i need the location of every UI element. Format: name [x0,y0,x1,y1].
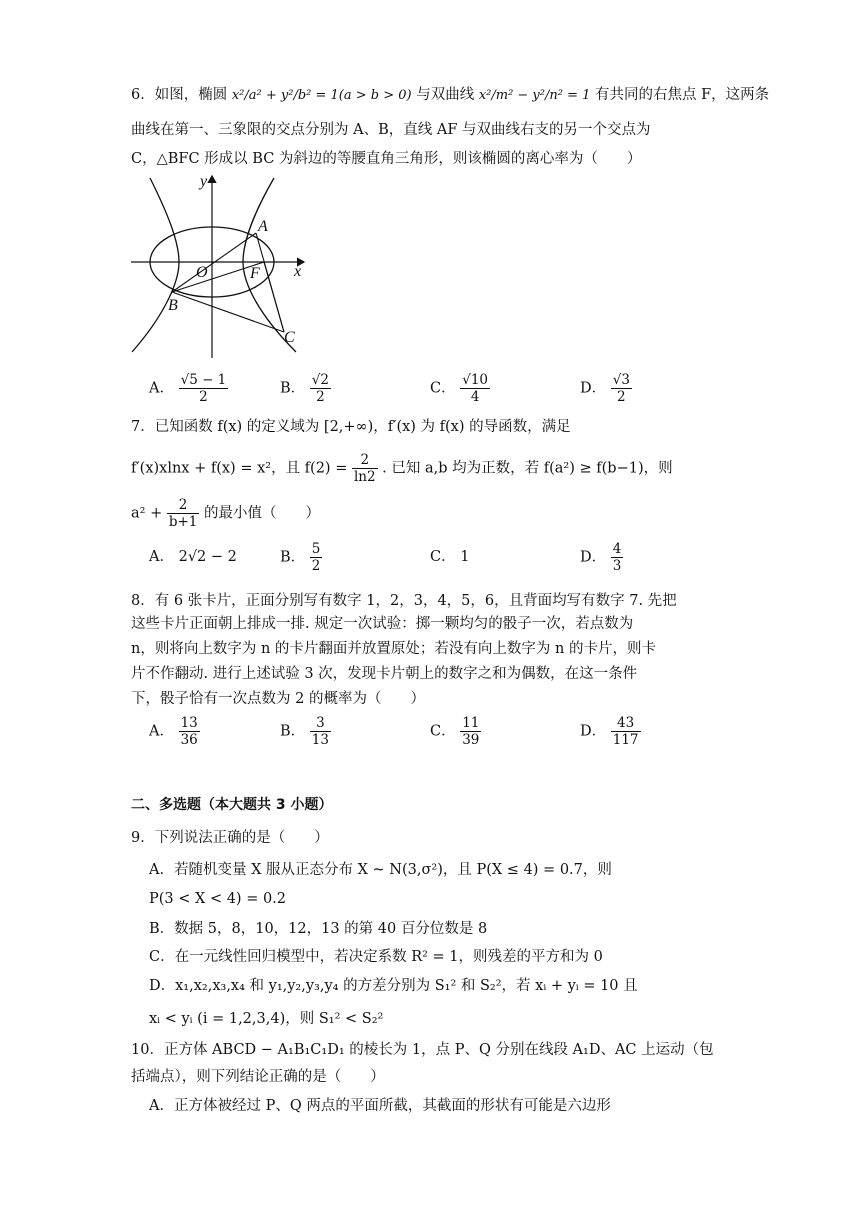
q6-line1 [131,84,769,107]
q10-line2: 括端点），则下列结论正确的是（ ） [131,1069,385,1085]
q6-text-focus: 有共同的右焦点 F，这两条 [595,87,770,103]
line-FC [264,262,284,332]
q7-line3: a² + $\frac{2}{b+1}$ 的最小值（ ） [131,497,320,530]
q7-option-c-value: 1 [460,549,470,565]
q8-option-c: C． $\frac{11}{39}$ [430,715,480,748]
q8-line3: n，则将向上数字为 n 的卡片翻面并放置原处；若没有向上数字为 n 的卡片，则卡 [131,641,656,657]
q7-option-a: A． 2√2 − 2 [149,549,237,565]
q7-option-a-value: 2√2 − 2 [178,549,237,565]
q9-option-a-line2: P(3 < X < 4) = 0.2 [149,891,287,907]
label-B: B [168,297,178,314]
hyperbola-equation: x²/m² − y²/n² = 1 [478,88,591,103]
q6-option-b: B． $\frac{√2}{2}$ [280,372,329,405]
label-y: y [200,173,208,190]
label-O: O [196,264,208,281]
q6-figure [126,166,316,366]
q7-option-d-value: $\frac{4}{3}$ [612,541,622,574]
q7-option-d: D． $\frac{4}{3}$ [580,541,622,574]
q9-option-c: C．在一元线性回归模型中，若决定系数 R² = 1，则残差的平方和为 0 [149,949,603,965]
q6-option-a: A． $\frac{√5 - 1}{2}$ [149,372,227,405]
q8-line5: 下，骰子恰有一次点数为 2 的概率为（ ） [131,691,425,707]
q8-option-a-value: $\frac{13}{36}$ [180,715,198,748]
q6-text-hyperbola: 与双曲线 [416,87,475,103]
q7-option-b-value: $\frac{5}{2}$ [311,541,321,574]
label-A: A [258,218,268,235]
q8-line1: 8．有 6 张卡片，正面分别写有数字 1，2，3，4，5，6，且背面均写有数字 7. 先把 [131,593,677,609]
q8-line4: 片不作翻动. 进行上述试验 3 次，发现卡片朝上的数字之和为偶数，在这一条件 [131,666,638,682]
q8-option-a: A． $\frac{13}{36}$ [149,715,198,748]
q9-option-d-line1: D．x₁,x₂,x₃,x₄ 和 y₁,y₂,y₃,y₄ 的方差分别为 S₁² 和 S₂²，若 xᵢ + yᵢ = 10 且 [149,978,638,994]
q9-stem: 9．下列说法正确的是（ ） [131,830,329,846]
q7-line1: 7．已知函数 f(x) 的定义域为 [2,+∞)，f′(x) 为 f(x) 的导函数，满足 [131,419,571,435]
q6-intro-text: 6．如图，椭圆 [131,87,228,103]
q9-option-d-line2: xᵢ < yᵢ (i = 1,2,3,4)，则 S₁² < S₂² [149,1011,384,1027]
section-heading: 二、多选题（本大题共 3 小题） [131,797,333,813]
q6-option-c: C． $\frac{√10}{4}$ [430,372,488,405]
label-C: C [284,329,295,346]
q7-option-c: C． 1 [430,549,470,565]
q8-option-b-value: $\frac{3}{13}$ [311,715,329,748]
ellipse-equation: x²/a² + y²/b² = 1(a > b > 0) [231,88,412,103]
q9-option-a-line1: A．若随机变量 X 服从正态分布 X ~ N(3,σ²)，且 P(X ≤ 4) = 0.7，则 [149,862,612,878]
q6-option-d: D． $\frac{√3}{2}$ [580,372,630,405]
q6-option-c-value: $\frac{√10}{4}$ [462,372,488,405]
q8-line2: 这些卡片正面朝上排成一排. 规定一次试验：掷一颗均匀的骰子一次，若点数为 [131,616,634,632]
q6-line2: 曲线在第一、三象限的交点分别为 A、B，直线 AF 与双曲线右支的另一个交点为 [131,122,651,138]
q6-option-a-value: $\frac{√5 - 1}{2}$ [180,372,227,405]
q8-option-b: B． $\frac{3}{13}$ [280,715,329,748]
q7-line2: f′(x)xlnx + f(x) = x²，且 f(2) = $\frac{2}{\ln 2}$ . 已知 a,b 均为正数，若 f(a²) ≥ f(b−1)，则 [131,452,673,485]
q7-frac-b: $\frac{2}{b+1}$ [168,497,198,530]
q8-option-c-value: $\frac{11}{39}$ [462,715,480,748]
label-F: F [250,265,260,282]
q7-f2-value: $\frac{2}{\ln 2}$ [353,452,376,485]
line-BC [172,292,284,332]
hyperbola-left-branch [132,178,179,352]
q8-option-d: D． $\frac{43}{117}$ [580,715,639,748]
q9-option-b: B．数据 5，8，10，12，13 的第 40 百分位数是 8 [149,921,488,937]
q6-line3: C，△BFC 形成以 BC 为斜边的等腰直角三角形，则该椭圆的离心率为（ ） [131,151,642,167]
q10-line1: 10．正方体 ABCD − A₁B₁C₁D₁ 的棱长为 1，点 P、Q 分别在线段 A₁D、AC 上运动（包 [131,1042,714,1058]
q7-option-b: B． $\frac{5}{2}$ [280,541,321,574]
label-x: x [294,263,302,280]
q8-option-d-value: $\frac{43}{117}$ [612,715,639,748]
q10-option-a: A．正方体被经过 P、Q 两点的平面所截，其截面的形状有可能是六边形 [149,1098,611,1114]
q6-option-d-value: $\frac{√3}{2}$ [612,372,630,405]
q6-option-b-value: $\frac{√2}{2}$ [311,372,329,405]
